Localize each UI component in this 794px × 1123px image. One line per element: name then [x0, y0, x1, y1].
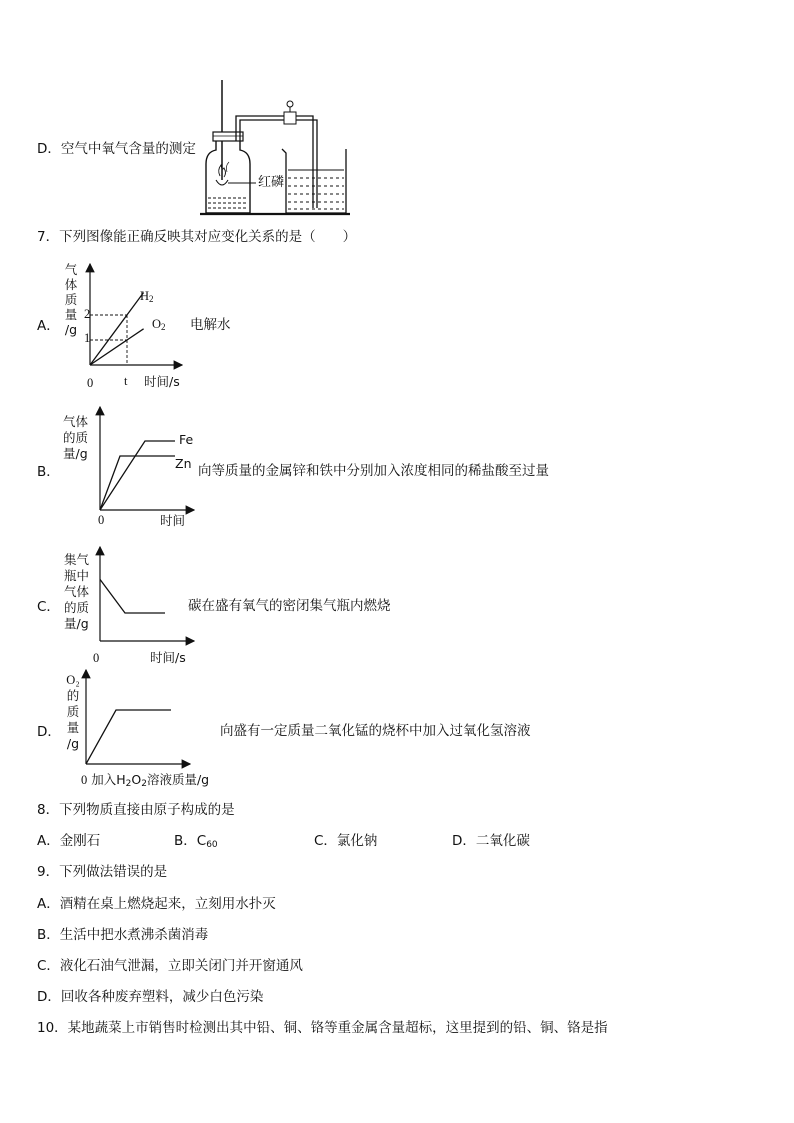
q7-stem: 7．下列图像能正确反映其对应变化关系的是（ ）: [37, 229, 357, 245]
tick-2: 2: [84, 307, 91, 321]
q8-option-a: A．金刚石: [37, 833, 101, 849]
ylabel-line: 量/g: [64, 616, 89, 631]
ylabel-line: 量: [66, 720, 80, 735]
ylabel-line: 集气: [64, 552, 90, 567]
q7-c-letter: C．: [37, 599, 60, 615]
tick-1: 1: [84, 331, 91, 345]
series-line-zn: [100, 456, 175, 510]
q7-b-desc: 向等质量的金属锌和铁中分别加入浓度相同的稀盐酸至过量: [198, 463, 549, 479]
series-line-fe: [100, 441, 175, 510]
ylabel-line: 量/g: [63, 446, 88, 461]
ylabel-line: /g: [66, 736, 80, 751]
q9-stem: 9．下列做法错误的是: [37, 864, 168, 880]
ylabel-line: 的质: [63, 430, 89, 445]
q8-b-sub: 60: [206, 840, 218, 850]
q8-option-d: D．二氧化碳: [452, 833, 530, 849]
chart-a: [80, 262, 190, 367]
h2-sub: 2: [149, 294, 154, 304]
ylabel-line: 质: [64, 292, 78, 307]
origin: 0: [93, 651, 100, 665]
beaker: [282, 149, 346, 213]
ylabel-line: 量: [64, 307, 78, 322]
x-axis-label: 时间/s: [150, 650, 186, 665]
x-axis-label: [81, 773, 209, 791]
clamp: [284, 112, 296, 124]
q6-option-d: D．空气中氧气含量的测定: [37, 141, 196, 157]
combustion-spoon: [216, 180, 228, 185]
q9-option-b: B．生活中把水煮沸杀菌消毒: [37, 927, 209, 943]
origin: 0: [98, 513, 105, 527]
series-line-h2: [90, 293, 144, 366]
q8-b-main: B．C: [174, 833, 207, 849]
q9-option-d: D．回收各种废弃塑料，减少白色污染: [37, 989, 264, 1005]
series-line-o2: [90, 329, 144, 365]
origin: 0: [81, 773, 88, 787]
red-phosphorus-label: 红磷: [258, 175, 285, 190]
chart-c: [90, 545, 200, 645]
series-label-fe: Fe: [179, 432, 194, 447]
o2-sub: 2: [161, 322, 166, 332]
q9-option-c: C．液化石油气泄漏，立即关闭门并开窗通风: [37, 958, 303, 974]
q7-c-ylabel: [64, 552, 89, 632]
q7-a-letter: A．: [37, 318, 60, 334]
series-line-2: [100, 579, 165, 613]
q7-a-desc: 电解水: [190, 317, 231, 333]
q8-stem: 8．下列物质直接由原子构成的是: [37, 802, 235, 818]
series-label-zn: Zn: [175, 456, 192, 471]
xlabel-sub2: 2: [141, 779, 147, 789]
ylabel-line: 气: [64, 262, 78, 277]
x-axis-label: 时间/s: [144, 374, 180, 389]
q7-b-letter: B．: [37, 464, 60, 480]
ylabel-line: 气体: [63, 414, 89, 429]
q7-d-desc: 向盛有一定质量二氧化锰的烧杯中加入过氧化氢溶液: [220, 723, 531, 739]
tick-t: t: [124, 374, 128, 388]
xlabel-post: 溶液质量/g: [146, 772, 210, 787]
series-line-3: [86, 710, 171, 764]
q7-b-ylabel: [63, 414, 88, 462]
ylabel-line: 瓶中: [64, 568, 90, 583]
h2-main: H: [140, 289, 150, 303]
series-label-o2: [152, 317, 166, 334]
chart-d: [76, 668, 196, 768]
ylabel-line: 体: [64, 277, 78, 292]
q9-option-a: A．酒精在桌上燃烧起来，立刻用水扑灭: [37, 896, 276, 912]
xlabel-pre: 加入H: [91, 772, 126, 787]
ylabel-line: /g: [64, 322, 78, 337]
xlabel-mid: O: [131, 772, 142, 787]
ylabel-line: 气体: [64, 584, 90, 599]
ylabel-line: 的质: [64, 600, 90, 615]
q10-stem: 10．某地蔬菜上市销售时检测出其中铅、铜、铬等重金属含量超标，这里提到的铅、铜、铬是指: [37, 1020, 608, 1036]
ylabel-line: 质: [66, 704, 80, 719]
stopper: [213, 132, 243, 141]
q7-c-desc: 碳在盛有氧气的密闭集气瓶内燃烧: [188, 598, 391, 614]
origin: 0: [87, 376, 94, 390]
xlabel-sub1: 2: [125, 779, 132, 789]
x-axis-label: 时间: [160, 513, 186, 528]
gas-bottle: [206, 141, 250, 213]
q7-d-letter: D．: [37, 724, 61, 740]
ylabel-line: 的: [66, 688, 80, 703]
q8-option-b: [174, 832, 218, 854]
q8-option-c: C．氯化钠: [314, 833, 378, 849]
o2-main: O: [152, 317, 162, 331]
series-label-h2: [140, 289, 154, 306]
ylabel-line: O₂: [66, 673, 80, 687]
oxygen-measurement-apparatus: [200, 80, 350, 220]
